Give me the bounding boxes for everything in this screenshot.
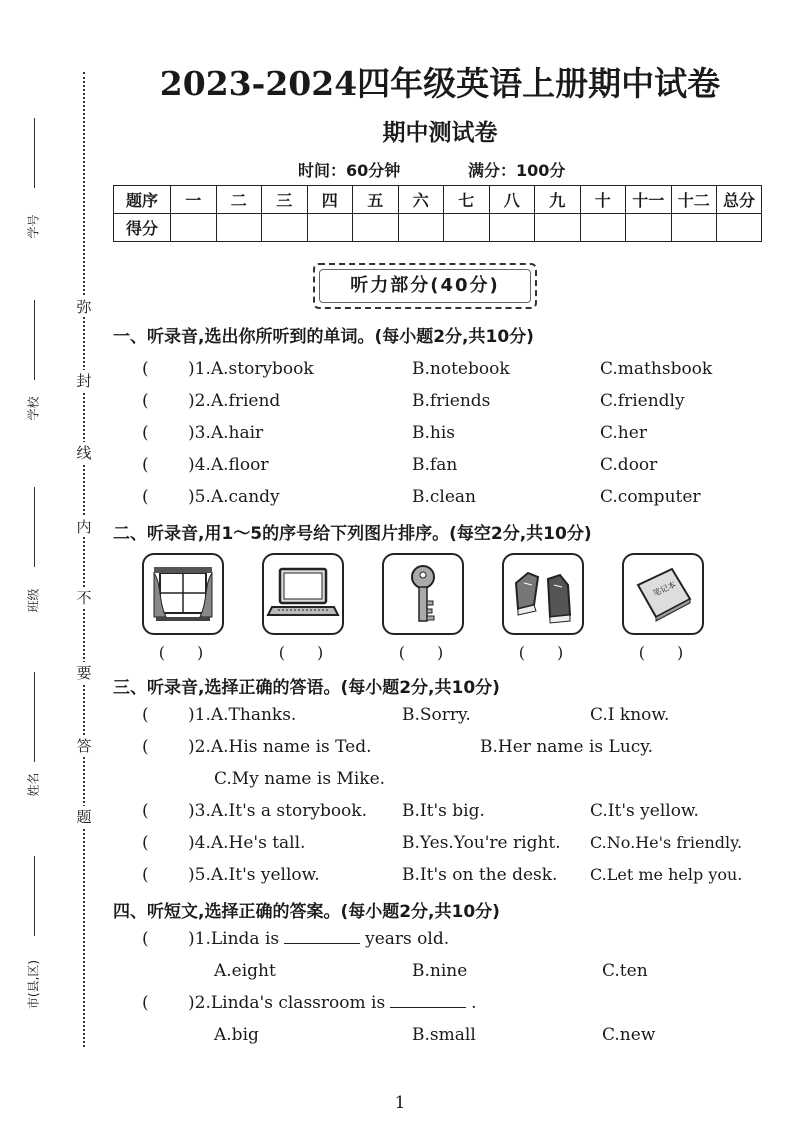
table-cell: 十二 bbox=[671, 186, 717, 214]
answer-paren[interactable]: ( bbox=[142, 801, 149, 821]
answer-paren[interactable]: ( bbox=[142, 705, 149, 725]
s3-q1-option-b: B.Sorry. bbox=[402, 705, 471, 725]
score-input-cell[interactable] bbox=[307, 214, 353, 242]
s1-q1-option-b: B.notebook bbox=[412, 359, 510, 379]
table-cell: 题序 bbox=[114, 186, 171, 214]
table-cell: 三 bbox=[262, 186, 308, 214]
answer-paren[interactable]: ( bbox=[142, 737, 149, 757]
score-input-cell[interactable] bbox=[626, 214, 672, 242]
picture-answer-paren[interactable]: ( ) bbox=[518, 643, 564, 662]
s1-q2-option-c: C.friendly bbox=[600, 391, 685, 411]
field-underline bbox=[34, 118, 35, 188]
fill-blank[interactable] bbox=[390, 993, 466, 1008]
answer-paren[interactable]: ( bbox=[142, 865, 149, 885]
table-cell: 十一 bbox=[626, 186, 672, 214]
answer-paren[interactable]: ( bbox=[142, 391, 149, 411]
s4-q1-option-b: B.nine bbox=[412, 961, 468, 981]
s1-q4-option-b: B.fan bbox=[412, 455, 458, 475]
listening-banner: 听力部分(40分) bbox=[313, 263, 537, 309]
s3-q4-option-b: B.Yes.You're right. bbox=[402, 833, 561, 853]
s3-q5-option-a: )5.A.It's yellow. bbox=[188, 865, 320, 885]
answer-paren[interactable]: ( bbox=[142, 993, 149, 1013]
student-id-label: 学号 bbox=[26, 214, 41, 239]
s1-q2-option-b: B.friends bbox=[412, 391, 491, 411]
s1-q5-option-c: C.computer bbox=[600, 487, 701, 507]
city-label: 市(县,区) bbox=[26, 959, 41, 1010]
field-underline bbox=[34, 300, 35, 380]
seal-char: 内 bbox=[76, 518, 92, 536]
picture-laptop bbox=[262, 553, 344, 635]
s4-q2-option-a: A.big bbox=[214, 1025, 259, 1045]
class-label: 班级 bbox=[26, 588, 41, 613]
s3-q4-option-c: C.No.He's friendly. bbox=[590, 833, 743, 852]
seal-char: 答 bbox=[76, 737, 92, 755]
table-cell: 一 bbox=[171, 186, 217, 214]
score-input-cell[interactable] bbox=[216, 214, 262, 242]
seal-char: 不 bbox=[76, 589, 92, 607]
section-3-heading: 三、听录音,选择正确的答语。(每小题2分,共10分) bbox=[113, 678, 500, 698]
s4-q1-stem-end: years old. bbox=[365, 929, 450, 949]
page-number: 1 bbox=[394, 1093, 406, 1113]
picture-sneakers bbox=[502, 553, 584, 635]
s1-q3-option-b: B.his bbox=[412, 423, 456, 443]
section-2-heading: 二、听录音,用1～5的序号给下列图片排序。(每空2分,共10分) bbox=[113, 524, 592, 544]
score-table-header-row bbox=[114, 186, 762, 214]
seal-line bbox=[83, 72, 85, 1047]
score-input-cell[interactable] bbox=[262, 214, 308, 242]
score-input-cell[interactable] bbox=[398, 214, 444, 242]
answer-paren[interactable]: ( bbox=[142, 833, 149, 853]
s4-q1-stem-start: )1.Linda is bbox=[188, 929, 280, 949]
key-icon bbox=[384, 555, 462, 633]
answer-paren[interactable]: ( bbox=[142, 359, 149, 379]
seal-char: 线 bbox=[76, 444, 92, 462]
laptop-icon bbox=[264, 555, 342, 633]
page-title: 2023-2024四年级英语上册期中试卷 bbox=[159, 64, 721, 103]
table-cell: 九 bbox=[535, 186, 581, 214]
picture-key bbox=[382, 553, 464, 635]
table-cell: 五 bbox=[353, 186, 399, 214]
s4-q2-stem-end: . bbox=[471, 993, 477, 1013]
page-subtitle: 期中测试卷 bbox=[382, 120, 498, 146]
s3-q3-option-a: )3.A.It's a storybook. bbox=[188, 801, 367, 821]
field-underline bbox=[34, 487, 35, 567]
score-input-cell[interactable] bbox=[489, 214, 535, 242]
s3-q2-option-a: )2.A.His name is Ted. bbox=[188, 737, 372, 757]
picture-curtains bbox=[142, 553, 224, 635]
s4-q2-stem bbox=[188, 993, 477, 1013]
s1-q5-option-a: )5.A.candy bbox=[188, 487, 280, 507]
table-cell: 二 bbox=[216, 186, 262, 214]
score-input-cell[interactable] bbox=[171, 214, 217, 242]
seal-char: 题 bbox=[76, 808, 92, 826]
s4-q2-option-b: B.small bbox=[412, 1025, 476, 1045]
s3-q2-option-c: C.My name is Mike. bbox=[214, 769, 386, 789]
s1-q3-option-c: C.her bbox=[600, 423, 647, 443]
s4-q2-stem-start: )2.Linda's classroom is bbox=[188, 993, 386, 1013]
s4-q1-option-a: A.eight bbox=[214, 961, 276, 981]
s3-q1-option-a: )1.A.Thanks. bbox=[188, 705, 297, 725]
s3-q2-option-b: B.Her name is Lucy. bbox=[480, 737, 654, 757]
section-1-heading: 一、听录音,选出你所听到的单词。(每小题2分,共10分) bbox=[113, 327, 534, 347]
field-underline bbox=[34, 856, 35, 936]
seal-char: 封 bbox=[76, 372, 92, 390]
score-input-cell[interactable] bbox=[717, 214, 762, 242]
s3-q5-option-c: C.Let me help you. bbox=[590, 865, 743, 884]
s4-q1-option-c: C.ten bbox=[602, 961, 648, 981]
score-input-cell[interactable] bbox=[535, 214, 581, 242]
table-cell: 十 bbox=[580, 186, 626, 214]
answer-paren[interactable]: ( bbox=[142, 455, 149, 475]
s1-q3-option-a: )3.A.hair bbox=[188, 423, 264, 443]
score-input-cell[interactable] bbox=[353, 214, 399, 242]
answer-paren[interactable]: ( bbox=[142, 423, 149, 443]
score-input-cell[interactable] bbox=[580, 214, 626, 242]
table-cell: 六 bbox=[398, 186, 444, 214]
table-cell: 七 bbox=[444, 186, 490, 214]
s3-q4-option-a: )4.A.He's tall. bbox=[188, 833, 306, 853]
answer-paren[interactable]: ( bbox=[142, 487, 149, 507]
name-label: 姓名 bbox=[26, 772, 41, 797]
s3-q3-option-c: C.It's yellow. bbox=[590, 801, 699, 821]
section-4-heading: 四、听短文,选择正确的答案。(每小题2分,共10分) bbox=[113, 902, 500, 922]
picture-answer-paren[interactable]: ( ) bbox=[158, 643, 204, 662]
score-table bbox=[113, 185, 762, 242]
picture-answer-paren[interactable]: ( ) bbox=[398, 643, 444, 662]
field-underline bbox=[34, 672, 35, 762]
s1-q2-option-a: )2.A.friend bbox=[188, 391, 281, 411]
picture-answer-paren[interactable]: ( ) bbox=[638, 643, 684, 662]
s1-q1-option-c: C.mathsbook bbox=[600, 359, 713, 379]
table-cell: 八 bbox=[489, 186, 535, 214]
table-cell: 得分 bbox=[114, 214, 171, 242]
s1-q4-option-c: C.door bbox=[600, 455, 658, 475]
s1-q1-option-a: )1.A.storybook bbox=[188, 359, 314, 379]
notebook-cover-text: 笔记本 bbox=[651, 579, 678, 599]
table-cell: 四 bbox=[307, 186, 353, 214]
picture-notebook bbox=[622, 553, 704, 635]
s4-q1-stem bbox=[188, 929, 449, 949]
s1-q5-option-b: B.clean bbox=[412, 487, 476, 507]
fill-blank[interactable] bbox=[284, 929, 360, 944]
table-cell: 总分 bbox=[717, 186, 762, 214]
curtains-icon bbox=[144, 555, 222, 633]
picture-answer-paren[interactable]: ( ) bbox=[278, 643, 324, 662]
score-input-cell[interactable] bbox=[671, 214, 717, 242]
seal-char: 要 bbox=[76, 664, 92, 682]
school-label: 学校 bbox=[26, 396, 41, 421]
s3-q5-option-b: B.It's on the desk. bbox=[402, 865, 558, 885]
exam-full-score: 满分：100分 bbox=[468, 161, 566, 180]
score-input-cell[interactable] bbox=[444, 214, 490, 242]
score-table-score-row bbox=[114, 214, 762, 242]
seal-char: 弥 bbox=[76, 298, 92, 316]
s1-q4-option-a: )4.A.floor bbox=[188, 455, 269, 475]
s3-q3-option-b: B.It's big. bbox=[402, 801, 485, 821]
s4-q2-option-c: C.new bbox=[602, 1025, 656, 1045]
s3-q1-option-c: C.I know. bbox=[590, 705, 670, 725]
exam-time: 时间：60分钟 bbox=[298, 161, 401, 180]
notebook-icon bbox=[624, 555, 702, 633]
answer-paren[interactable]: ( bbox=[142, 929, 149, 949]
sneakers-icon bbox=[504, 555, 582, 633]
